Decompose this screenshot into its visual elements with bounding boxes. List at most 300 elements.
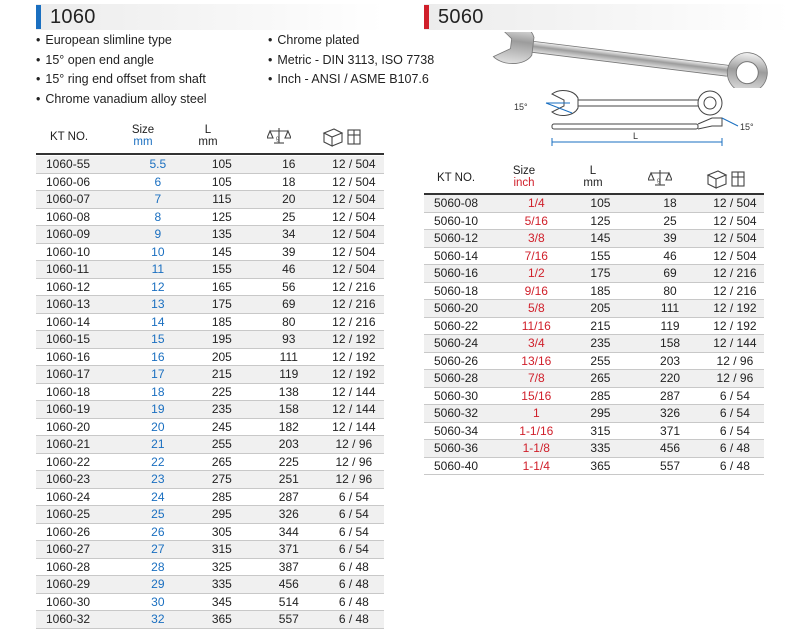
length-cell: 335 [190, 576, 254, 594]
table-row [424, 282, 764, 300]
packing-cell: 6 / 54 [324, 541, 384, 559]
svg-text:g: g [657, 178, 661, 184]
kt-number-cell: 5060-40 [424, 457, 506, 475]
length-cell: 315 [567, 422, 635, 440]
size-cell: 13 [126, 296, 190, 314]
table-row [36, 191, 384, 209]
weight-cell: 46 [254, 261, 324, 279]
weight-scale-icon [267, 126, 291, 146]
svg-text:g: g [276, 136, 280, 142]
package-box-icon [706, 167, 746, 189]
length-cell: 165 [190, 278, 254, 296]
table-row [36, 156, 384, 173]
table-header-rule [36, 153, 384, 155]
weight-cell: 371 [634, 422, 706, 440]
length-cell: 175 [567, 265, 635, 283]
weight-cell: 39 [254, 243, 324, 261]
feature-item: • European slimline type [36, 31, 207, 51]
table-row [424, 370, 764, 388]
feature-list-right [268, 31, 434, 90]
weight-cell: 387 [254, 558, 324, 576]
packing-cell: 12 / 504 [324, 156, 384, 173]
packing-cell: 12 / 192 [324, 366, 384, 384]
packing-cell: 12 / 504 [706, 247, 764, 265]
length-cell: 185 [190, 313, 254, 331]
length-cell: 295 [190, 506, 254, 524]
size-cell: 1-1/8 [506, 440, 567, 458]
table-row [36, 453, 384, 471]
length-cell: 155 [567, 247, 635, 265]
weight-cell: 18 [254, 173, 324, 191]
size-cell: 1-1/4 [506, 457, 567, 475]
packing-cell: 12 / 504 [324, 208, 384, 226]
size-cell: 7 [126, 191, 190, 209]
length-cell: 215 [567, 317, 635, 335]
size-cell: 28 [126, 558, 190, 576]
packing-cell: 6 / 48 [706, 457, 764, 475]
kt-number-cell: 1060-10 [36, 243, 126, 261]
kt-number-cell: 5060-36 [424, 440, 506, 458]
packing-cell: 12 / 96 [324, 453, 384, 471]
table-row [424, 422, 764, 440]
section-title: 5060 [438, 5, 484, 28]
feature-item: • Chrome vanadium alloy steel [36, 90, 207, 110]
length-cell: 265 [567, 370, 635, 388]
kt-number-cell: 5060-14 [424, 247, 506, 265]
kt-number-cell: 1060-13 [36, 296, 126, 314]
size-cell: 25 [126, 506, 190, 524]
table-row [36, 383, 384, 401]
table-row [36, 401, 384, 419]
weight-cell: 69 [634, 265, 706, 283]
spec-table-1060 [36, 156, 384, 629]
table-row [424, 352, 764, 370]
length-cell: 105 [567, 195, 635, 212]
kt-number-cell: 1060-17 [36, 366, 126, 384]
size-cell: 24 [126, 488, 190, 506]
packing-cell: 6 / 54 [706, 387, 764, 405]
kt-number-cell: 1060-26 [36, 523, 126, 541]
table-row [424, 212, 764, 230]
kt-number-cell: 1060-18 [36, 383, 126, 401]
table-row [424, 440, 764, 458]
weight-cell: 557 [254, 611, 324, 629]
kt-number-cell: 1060-32 [36, 611, 126, 629]
weight-cell: 158 [634, 335, 706, 353]
kt-number-cell: 1060-24 [36, 488, 126, 506]
packing-cell: 6 / 48 [706, 440, 764, 458]
packing-cell: 12 / 504 [324, 243, 384, 261]
section-title: 1060 [50, 5, 96, 28]
kt-number-cell: 1060-29 [36, 576, 126, 594]
weight-scale-icon [648, 168, 672, 188]
weight-cell: 80 [254, 313, 324, 331]
packing-cell: 6 / 54 [324, 523, 384, 541]
table-row [36, 523, 384, 541]
kt-number-cell: 1060-11 [36, 261, 126, 279]
accent-bar [424, 5, 429, 29]
kt-number-cell: 1060-55 [36, 156, 126, 173]
size-cell: 27 [126, 541, 190, 559]
table-row [424, 300, 764, 318]
packing-cell: 6 / 48 [324, 558, 384, 576]
length-cell: 205 [190, 348, 254, 366]
length-cell: 365 [190, 611, 254, 629]
size-cell: 19 [126, 401, 190, 419]
table-row [36, 313, 384, 331]
feature-item: • Metric - DIN 3113, ISO 7738 [268, 51, 434, 71]
packing-cell: 12 / 216 [706, 265, 764, 283]
kt-number-cell: 5060-26 [424, 352, 506, 370]
length-cell: 135 [190, 226, 254, 244]
table-row [36, 243, 384, 261]
length-cell: 235 [190, 401, 254, 419]
size-cell: 7/8 [506, 370, 567, 388]
weight-cell: 456 [634, 440, 706, 458]
weight-cell: 56 [254, 278, 324, 296]
packing-cell: 6 / 54 [706, 405, 764, 423]
size-cell: 15/16 [506, 387, 567, 405]
weight-cell: 203 [254, 436, 324, 454]
table-row [36, 506, 384, 524]
table-row [36, 488, 384, 506]
wrench-photo [486, 32, 786, 88]
size-cell: 14 [126, 313, 190, 331]
length-cell: 315 [190, 541, 254, 559]
length-cell: 145 [190, 243, 254, 261]
kt-number-cell: 5060-22 [424, 317, 506, 335]
weight-cell: 158 [254, 401, 324, 419]
length-cell: 205 [567, 300, 635, 318]
table-row [36, 558, 384, 576]
packing-cell: 12 / 192 [706, 317, 764, 335]
length-cell: 145 [567, 230, 635, 248]
length-cell: 105 [190, 173, 254, 191]
weight-cell: 287 [634, 387, 706, 405]
size-unit-label: mm [133, 136, 153, 148]
size-cell: 17 [126, 366, 190, 384]
size-cell: 3/8 [506, 230, 567, 248]
weight-cell: 119 [634, 317, 706, 335]
weight-cell: 25 [254, 208, 324, 226]
length-cell: 105 [190, 156, 254, 173]
length-cell: 345 [190, 593, 254, 611]
packing-cell: 12 / 216 [324, 296, 384, 314]
packing-cell: 6 / 54 [706, 422, 764, 440]
table-row [36, 541, 384, 559]
table-row [36, 226, 384, 244]
kt-number-cell: 1060-07 [36, 191, 126, 209]
length-cell: 125 [190, 208, 254, 226]
feature-item: • Inch - ANSI / ASME B107.6 [268, 70, 434, 90]
length-cell: 275 [190, 471, 254, 489]
kt-number-cell: 1060-28 [36, 558, 126, 576]
length-cell: 255 [190, 436, 254, 454]
size-cell: 5.5 [126, 156, 190, 173]
kt-number-cell: 5060-12 [424, 230, 506, 248]
packing-cell: 12 / 504 [324, 261, 384, 279]
table-row [36, 611, 384, 629]
size-cell: 10 [126, 243, 190, 261]
size-cell: 12 [126, 278, 190, 296]
table-row [424, 387, 764, 405]
column-header-length [563, 165, 623, 189]
size-cell: 22 [126, 453, 190, 471]
weight-cell: 514 [254, 593, 324, 611]
packing-cell: 6 / 48 [324, 593, 384, 611]
size-cell: 8 [126, 208, 190, 226]
kt-number-cell: 1060-14 [36, 313, 126, 331]
packing-cell: 12 / 144 [706, 335, 764, 353]
column-header-kt-label: KT NO. [437, 172, 476, 184]
packing-cell: 12 / 192 [324, 331, 384, 349]
packing-cell: 6 / 54 [324, 506, 384, 524]
length-cell: 185 [567, 282, 635, 300]
kt-number-cell: 1060-12 [36, 278, 126, 296]
kt-number-cell: 1060-21 [36, 436, 126, 454]
weight-cell: 119 [254, 366, 324, 384]
weight-cell: 18 [634, 195, 706, 212]
kt-number-cell: 5060-20 [424, 300, 506, 318]
package-box-icon [322, 125, 362, 147]
kt-number-cell: 1060-06 [36, 173, 126, 191]
size-cell: 11 [126, 261, 190, 279]
length-cell: 175 [190, 296, 254, 314]
wrench-dimension-diagram [512, 86, 772, 150]
kt-number-cell: 1060-22 [36, 453, 126, 471]
kt-number-cell: 1060-30 [36, 593, 126, 611]
feature-item: • 15° ring end offset from shaft [36, 70, 207, 90]
size-cell: 29 [126, 576, 190, 594]
packing-cell: 6 / 54 [324, 488, 384, 506]
size-unit-label: inch [513, 177, 535, 189]
packing-cell: 12 / 144 [324, 383, 384, 401]
weight-cell: 182 [254, 418, 324, 436]
table-row [36, 278, 384, 296]
weight-cell: 344 [254, 523, 324, 541]
weight-cell: 69 [254, 296, 324, 314]
section-header-1060 [36, 4, 384, 30]
length-cell: 255 [567, 352, 635, 370]
table-row [36, 208, 384, 226]
weight-cell: 39 [634, 230, 706, 248]
weight-cell: 371 [254, 541, 324, 559]
kt-number-cell: 1060-25 [36, 506, 126, 524]
packing-cell: 6 / 48 [324, 611, 384, 629]
size-cell: 21 [126, 436, 190, 454]
size-cell: 5/8 [506, 300, 567, 318]
weight-cell: 557 [634, 457, 706, 475]
table-row [424, 230, 764, 248]
kt-number-cell: 5060-28 [424, 370, 506, 388]
kt-number-cell: 5060-30 [424, 387, 506, 405]
table-row [424, 265, 764, 283]
size-cell: 30 [126, 593, 190, 611]
size-header-label: Size [512, 165, 536, 177]
packing-cell: 12 / 96 [706, 370, 764, 388]
angle-label: 15° [514, 102, 528, 112]
length-cell: 305 [190, 523, 254, 541]
table-row [36, 173, 384, 191]
length-cell: 155 [190, 261, 254, 279]
packing-cell: 12 / 504 [706, 230, 764, 248]
column-header-kt [437, 172, 497, 184]
length-cell: 335 [567, 440, 635, 458]
length-cell: 265 [190, 453, 254, 471]
weight-cell: 287 [254, 488, 324, 506]
packing-cell: 6 / 48 [324, 576, 384, 594]
packing-cell: 12 / 504 [324, 191, 384, 209]
packing-cell: 12 / 216 [324, 313, 384, 331]
kt-number-cell: 5060-16 [424, 265, 506, 283]
table-row [424, 457, 764, 475]
packing-cell: 12 / 504 [706, 195, 764, 212]
length-cell: 325 [190, 558, 254, 576]
length-header-label: L [589, 165, 597, 177]
column-header-length [178, 124, 238, 148]
size-cell: 32 [126, 611, 190, 629]
length-cell: 365 [567, 457, 635, 475]
size-cell: 1/4 [506, 195, 567, 212]
kt-number-cell: 1060-23 [36, 471, 126, 489]
packing-cell: 12 / 504 [324, 226, 384, 244]
size-cell: 26 [126, 523, 190, 541]
size-cell: 18 [126, 383, 190, 401]
feature-item: • Chrome plated [268, 31, 434, 51]
table-row [36, 436, 384, 454]
packing-cell: 12 / 504 [706, 212, 764, 230]
size-header-label: Size [131, 124, 155, 136]
weight-cell: 80 [634, 282, 706, 300]
kt-number-cell: 5060-18 [424, 282, 506, 300]
size-cell: 20 [126, 418, 190, 436]
size-cell: 9 [126, 226, 190, 244]
weight-cell: 326 [634, 405, 706, 423]
size-cell: 1-1/16 [506, 422, 567, 440]
length-cell: 235 [567, 335, 635, 353]
table-row [36, 348, 384, 366]
length-cell: 195 [190, 331, 254, 349]
size-cell: 9/16 [506, 282, 567, 300]
column-header-kt-label: KT NO. [50, 131, 89, 143]
table-row [36, 576, 384, 594]
table-row [36, 366, 384, 384]
length-cell: 285 [190, 488, 254, 506]
size-cell: 11/16 [506, 317, 567, 335]
kt-number-cell: 5060-34 [424, 422, 506, 440]
weight-cell: 20 [254, 191, 324, 209]
kt-number-cell: 1060-27 [36, 541, 126, 559]
weight-cell: 111 [634, 300, 706, 318]
size-cell: 1/2 [506, 265, 567, 283]
packing-cell: 12 / 192 [324, 348, 384, 366]
weight-cell: 34 [254, 226, 324, 244]
size-cell: 13/16 [506, 352, 567, 370]
size-cell: 3/4 [506, 335, 567, 353]
table-row [36, 471, 384, 489]
weight-cell: 138 [254, 383, 324, 401]
packing-cell: 12 / 96 [324, 436, 384, 454]
column-header-size [494, 165, 554, 189]
weight-cell: 220 [634, 370, 706, 388]
length-cell: 285 [567, 387, 635, 405]
weight-cell: 46 [634, 247, 706, 265]
table-row [424, 335, 764, 353]
size-cell: 6 [126, 173, 190, 191]
table-row [36, 593, 384, 611]
weight-cell: 25 [634, 212, 706, 230]
kt-number-cell: 5060-08 [424, 195, 506, 212]
weight-cell: 225 [254, 453, 324, 471]
kt-number-cell: 5060-24 [424, 335, 506, 353]
kt-number-cell: 5060-32 [424, 405, 506, 423]
packing-cell: 12 / 192 [706, 300, 764, 318]
size-cell: 1 [506, 405, 567, 423]
kt-number-cell: 5060-10 [424, 212, 506, 230]
packing-cell: 12 / 96 [324, 471, 384, 489]
weight-cell: 251 [254, 471, 324, 489]
accent-bar [36, 5, 41, 29]
weight-cell: 456 [254, 576, 324, 594]
packing-cell: 12 / 504 [324, 173, 384, 191]
length-cell: 125 [567, 212, 635, 230]
kt-number-cell: 1060-19 [36, 401, 126, 419]
table-row [424, 195, 764, 212]
table-row [36, 261, 384, 279]
packing-cell: 12 / 96 [706, 352, 764, 370]
length-cell: 225 [190, 383, 254, 401]
kt-number-cell: 1060-15 [36, 331, 126, 349]
packing-cell: 12 / 144 [324, 418, 384, 436]
table-row [424, 247, 764, 265]
packing-cell: 12 / 216 [324, 278, 384, 296]
size-cell: 23 [126, 471, 190, 489]
column-header-kt [50, 131, 110, 143]
weight-cell: 16 [254, 156, 324, 173]
section-header-5060 [424, 4, 790, 30]
angle-label: 15° [740, 122, 754, 132]
table-row [36, 331, 384, 349]
weight-cell: 203 [634, 352, 706, 370]
weight-cell: 326 [254, 506, 324, 524]
kt-number-cell: 1060-09 [36, 226, 126, 244]
length-cell: 245 [190, 418, 254, 436]
table-row [424, 317, 764, 335]
packing-cell: 12 / 144 [324, 401, 384, 419]
table-row [36, 296, 384, 314]
table-row [424, 405, 764, 423]
length-unit-label: mm [198, 136, 218, 148]
size-cell: 16 [126, 348, 190, 366]
feature-item: • 15° open end angle [36, 51, 207, 71]
size-cell: 15 [126, 331, 190, 349]
length-unit-label: mm [583, 177, 603, 189]
feature-list-left [36, 31, 207, 109]
table-row [36, 418, 384, 436]
length-cell: 115 [190, 191, 254, 209]
weight-cell: 111 [254, 348, 324, 366]
length-header-label: L [204, 124, 212, 136]
column-header-size [113, 124, 173, 148]
size-cell: 7/16 [506, 247, 567, 265]
kt-number-cell: 1060-16 [36, 348, 126, 366]
packing-cell: 12 / 216 [706, 282, 764, 300]
kt-number-cell: 1060-08 [36, 208, 126, 226]
length-label: L [633, 131, 639, 141]
kt-number-cell: 1060-20 [36, 418, 126, 436]
spec-table-5060 [424, 195, 764, 475]
length-cell: 295 [567, 405, 635, 423]
